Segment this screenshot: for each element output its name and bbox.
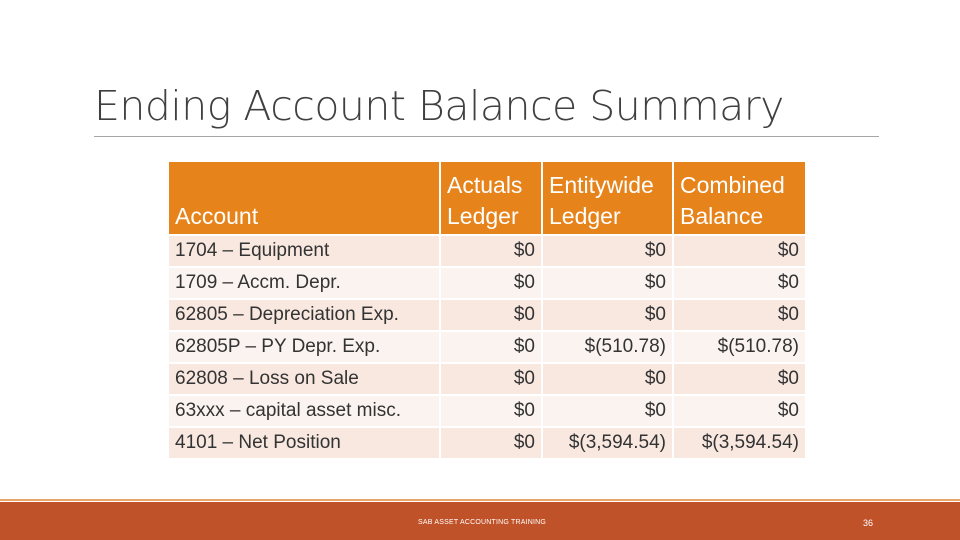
cell-combined: $0	[674, 396, 805, 426]
cell-actuals: $0	[441, 332, 541, 362]
cell-combined: $(3,594.54)	[674, 428, 805, 458]
cell-entitywide: $0	[543, 364, 672, 394]
title-underline	[94, 136, 879, 137]
cell-entitywide: $(3,594.54)	[543, 428, 672, 458]
table-row	[169, 332, 805, 362]
cell-actuals: $0	[441, 236, 541, 266]
header-actuals-line1: Actuals	[447, 172, 523, 198]
cell-entitywide: $0	[543, 396, 672, 426]
cell-account: 1704 – Equipment	[169, 236, 439, 266]
header-combined-line2: Balance	[680, 203, 764, 229]
table-row	[169, 300, 805, 330]
header-entitywide-line2: Ledger	[549, 203, 621, 229]
header-actuals-line2: Ledger	[447, 203, 519, 229]
table-row	[169, 396, 805, 426]
slide-title: Ending Account Balance Summary	[94, 82, 784, 130]
cell-account: 63xxx – capital asset misc.	[169, 396, 439, 426]
table-row	[169, 364, 805, 394]
cell-account: 1709 – Accm. Depr.	[169, 268, 439, 298]
header-account	[169, 162, 439, 234]
cell-entitywide: $0	[543, 268, 672, 298]
cell-combined: $0	[674, 300, 805, 330]
header-entitywide-line1: Entitywide	[549, 172, 654, 198]
cell-actuals: $0	[441, 396, 541, 426]
table-header-row	[169, 162, 805, 234]
cell-combined: $0	[674, 268, 805, 298]
cell-actuals: $0	[441, 268, 541, 298]
header-combined-balance	[674, 162, 805, 234]
page-number: 36	[863, 518, 874, 528]
cell-entitywide: $0	[543, 300, 672, 330]
table-row	[169, 268, 805, 298]
table-row	[169, 236, 805, 266]
cell-combined: $0	[674, 364, 805, 394]
header-account-label: Account	[175, 203, 259, 229]
cell-combined: $(510.78)	[674, 332, 805, 362]
table-row	[169, 428, 805, 458]
cell-account: 62808 – Loss on Sale	[169, 364, 439, 394]
cell-actuals: $0	[441, 300, 541, 330]
header-actuals-ledger	[441, 162, 541, 234]
cell-account: 62805P – PY Depr. Exp.	[169, 332, 439, 362]
cell-actuals: $0	[441, 428, 541, 458]
cell-entitywide: $0	[543, 236, 672, 266]
cell-entitywide: $(510.78)	[543, 332, 672, 362]
cell-account: 4101 – Net Position	[169, 428, 439, 458]
footer-accent-line	[0, 499, 960, 501]
balance-summary-table	[167, 160, 807, 460]
header-entitywide-ledger	[543, 162, 672, 234]
cell-actuals: $0	[441, 364, 541, 394]
footer-caption: SAB ASSET ACCOUNTING TRAINING	[418, 519, 547, 526]
cell-account: 62805 – Depreciation Exp.	[169, 300, 439, 330]
cell-combined: $0	[674, 236, 805, 266]
header-combined-line1: Combined	[680, 172, 785, 198]
